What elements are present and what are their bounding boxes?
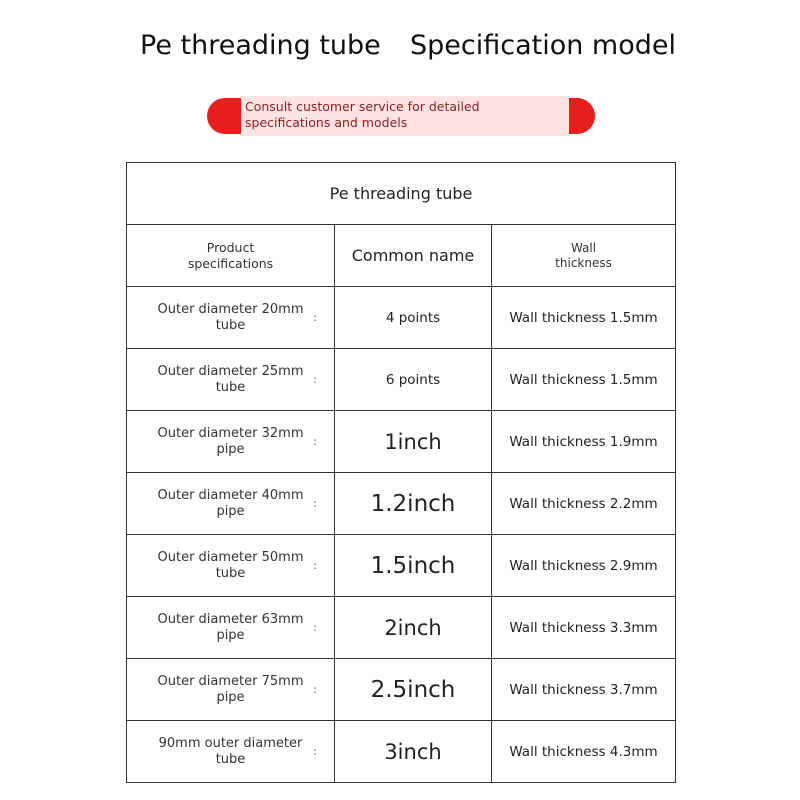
column-header-spec-line-1: Product [206,239,255,255]
common-name-cell: 6 points [335,349,492,411]
wall-thickness-cell: Wall thickness 1.5mm [492,349,676,411]
spec-line-1: Outer diameter 20mm [157,301,304,317]
common-name-cell: 2.5inch [335,659,492,721]
common-name-cell: 2inch [335,597,492,659]
spec-line-2: tube [215,379,246,395]
wall-thickness-cell: Wall thickness 3.3mm [492,597,676,659]
wall-thickness-cell: Wall thickness 1.5mm [492,287,676,349]
spec-cell [127,287,335,349]
table-row [127,659,676,721]
wall-thickness-cell: Wall thickness 1.9mm [492,411,676,473]
spec-line-1: Outer diameter 75mm [157,673,304,689]
column-header-wall [492,225,676,287]
table-row [127,535,676,597]
table-title: Pe threading tube [127,163,676,225]
spec-colon: : [313,558,317,572]
banner-line-1: Consult customer service for detailed [245,99,480,114]
table-title-row [127,163,676,225]
common-name-cell: 4 points [335,287,492,349]
consult-banner [207,96,595,136]
table-row [127,287,676,349]
page-title: Pe threading tube [140,30,381,61]
table-row [127,411,676,473]
page-header [0,30,800,70]
spec-line-2: pipe [216,689,245,705]
spec-line-1: Outer diameter 32mm [157,425,304,441]
common-name-cell: 1inch [335,411,492,473]
spec-line-2: pipe [216,503,245,519]
spec-colon: : [313,310,317,324]
spec-line-1: Outer diameter 25mm [157,363,304,379]
column-header-spec [127,225,335,287]
spec-cell [127,659,335,721]
column-header-wall-line-2: thickness [555,255,612,270]
spec-colon: : [313,620,317,634]
table-row [127,721,676,783]
wall-thickness-cell: Wall thickness 3.7mm [492,659,676,721]
banner-line-2: specifications and models [245,115,408,130]
wall-thickness-cell: Wall thickness 2.9mm [492,535,676,597]
spec-colon: : [313,682,317,696]
spec-colon: : [313,434,317,448]
spec-cell [127,597,335,659]
column-header-wall-line-1: Wall [570,240,597,255]
spec-colon: : [313,372,317,386]
spec-line-1: Outer diameter 40mm [157,487,304,503]
spec-line-1: 90mm outer diameter [158,735,303,751]
spec-line-2: pipe [216,627,245,643]
spec-colon: : [313,744,317,758]
banner-text [245,99,565,131]
table-header-row [127,225,676,287]
wall-thickness-cell: Wall thickness 4.3mm [492,721,676,783]
page-subtitle: Specification model [410,30,677,61]
table-row [127,597,676,659]
spec-line-1: Outer diameter 50mm [157,549,304,565]
spec-line-2: tube [215,317,246,333]
spec-line-2: tube [215,751,246,767]
spec-line-2: pipe [216,441,245,457]
common-name-cell: 1.5inch [335,535,492,597]
spec-cell [127,473,335,535]
wall-thickness-cell: Wall thickness 2.2mm [492,473,676,535]
table-row [127,473,676,535]
common-name-cell: 1.2inch [335,473,492,535]
column-header-spec-line-2: specifications [187,255,274,271]
column-header-name: Common name [335,225,492,287]
common-name-cell: 3inch [335,721,492,783]
spec-colon: : [313,496,317,510]
table-row [127,349,676,411]
spec-cell [127,721,335,783]
spec-cell [127,349,335,411]
spec-table [126,162,676,783]
spec-cell [127,535,335,597]
spec-line-1: Outer diameter 63mm [157,611,304,627]
spec-line-2: tube [215,565,246,581]
spec-cell [127,411,335,473]
